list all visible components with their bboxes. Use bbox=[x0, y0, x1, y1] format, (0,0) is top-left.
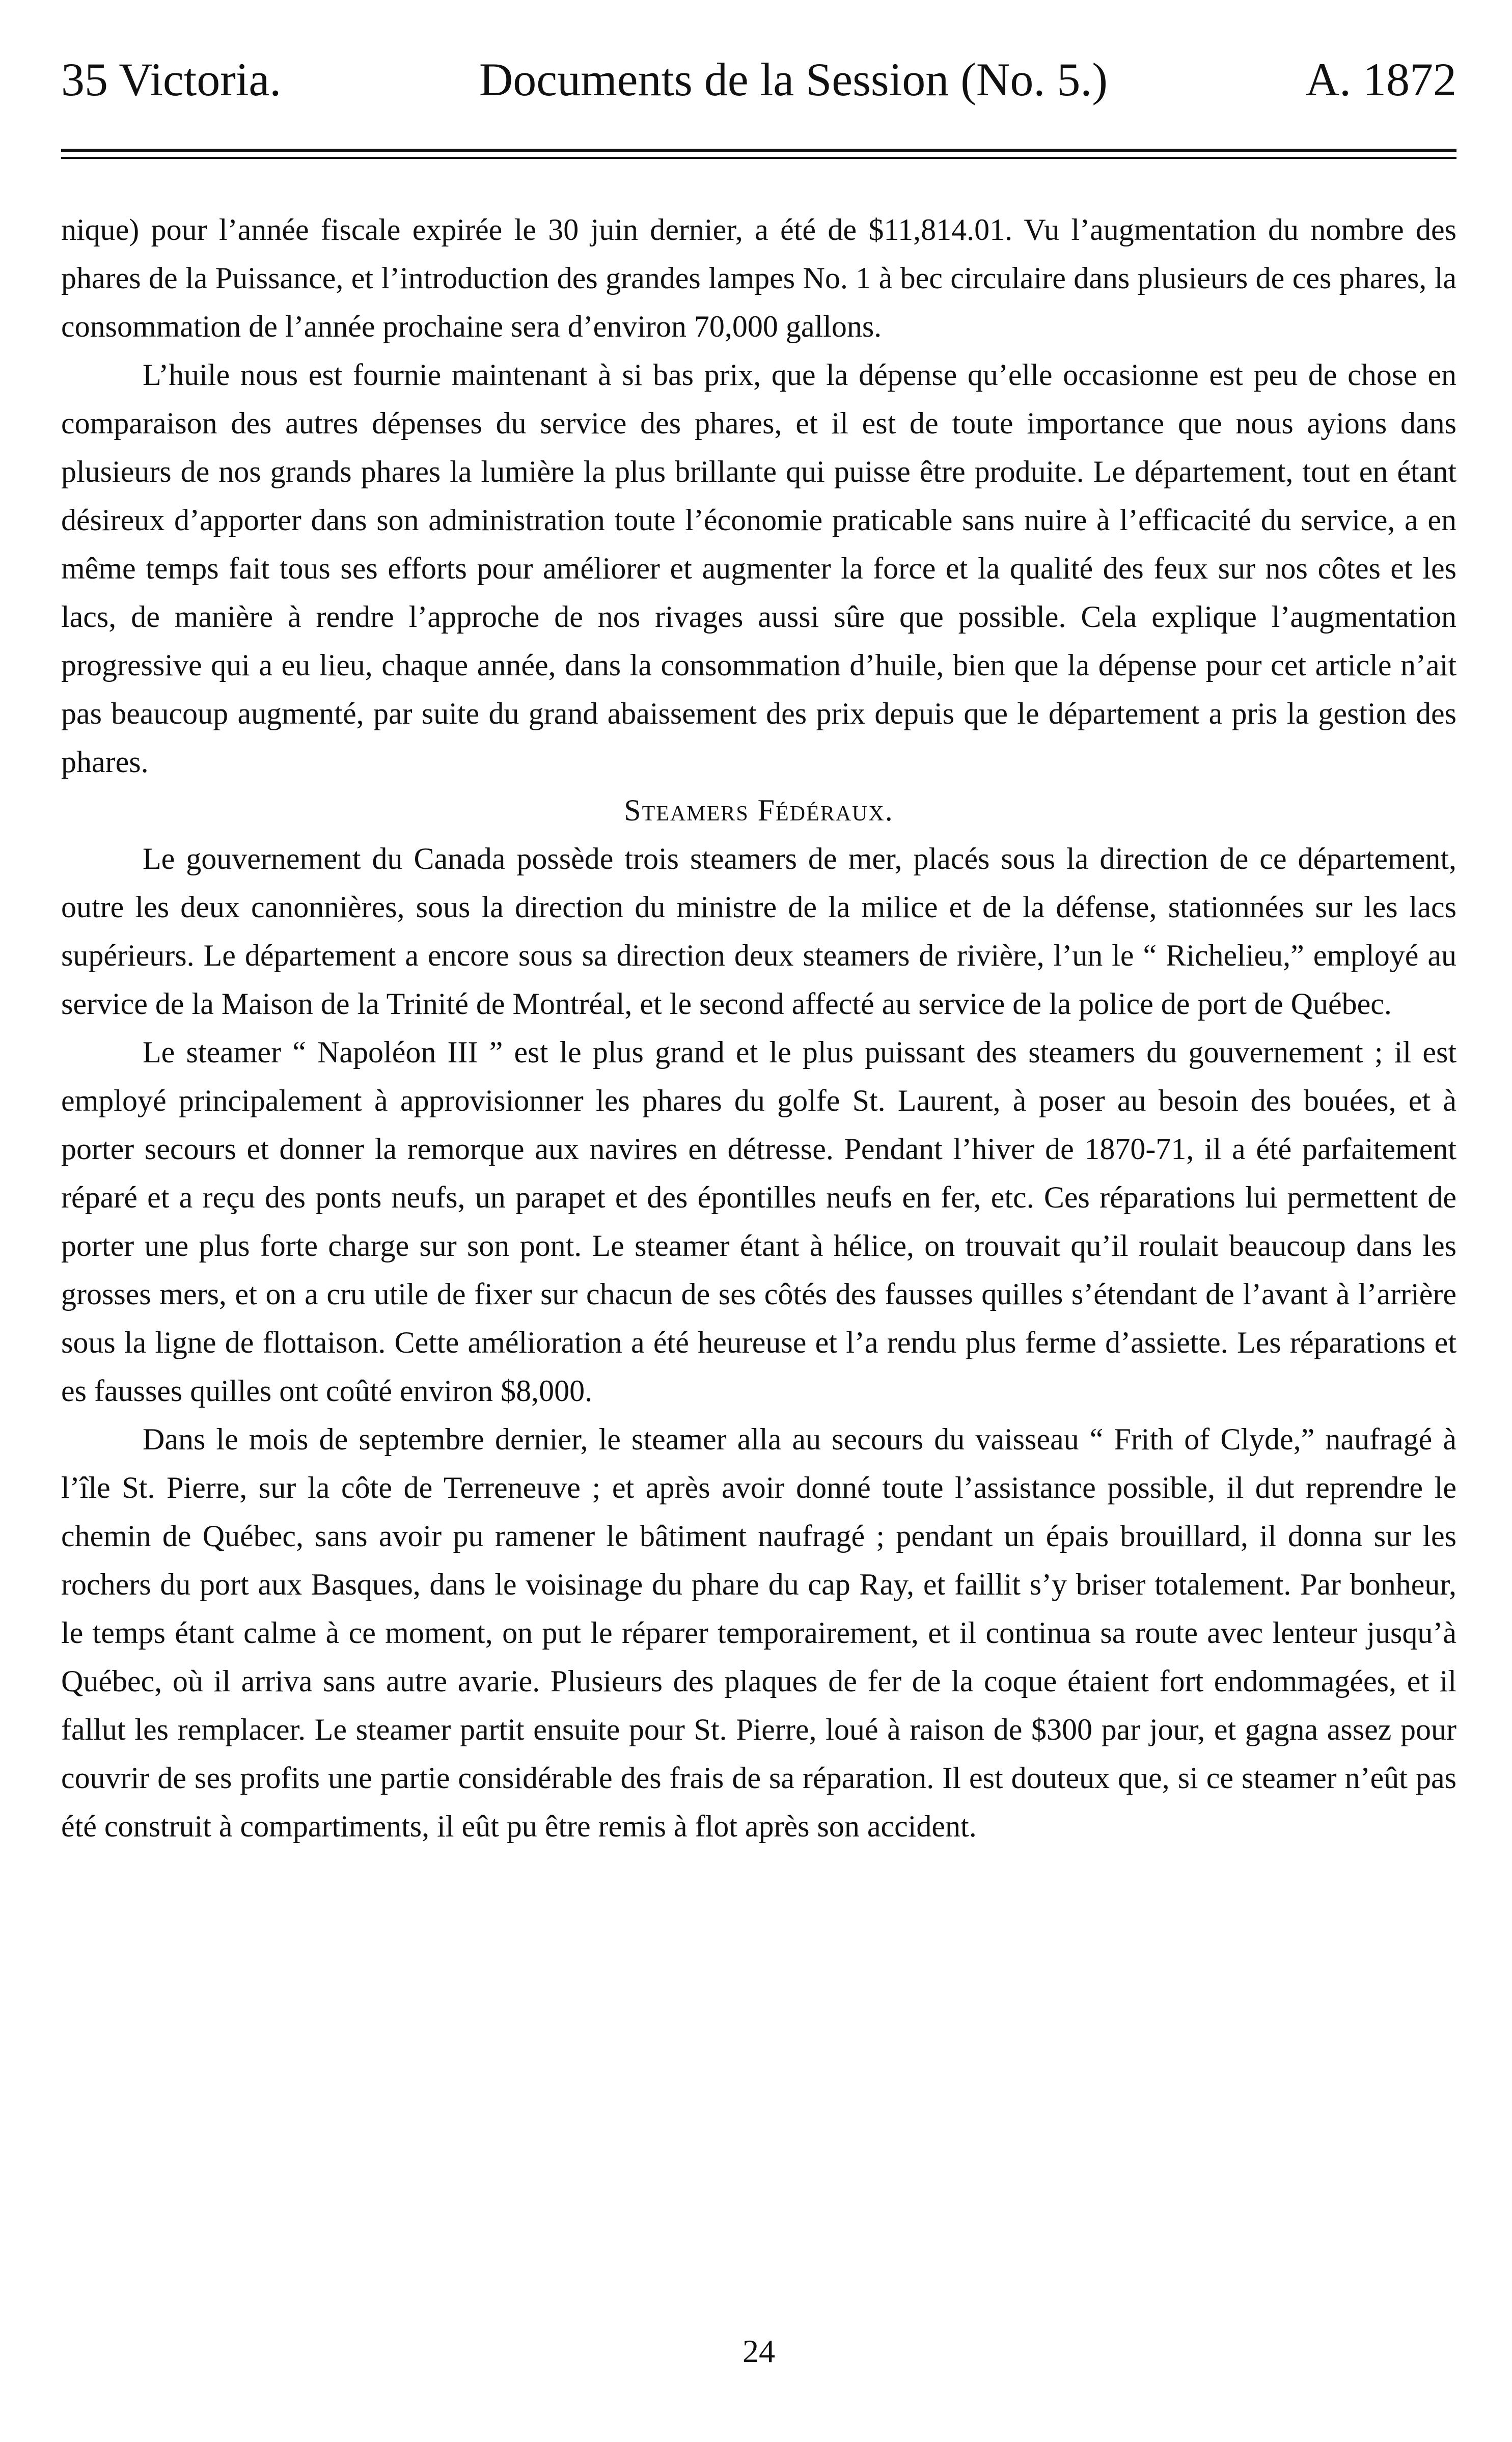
paragraph-5: Dans le mois de septembre dernier, le steamer alla au secours du vaisseau “ Frith of Clyde,” naufragé à l’île St. Pierre, sur la côte de Terreneuve ; et après avoir donné toute l’assistance possible, il dut reprendre le chemin de Québec, sans avoir pu ramener le bâtiment naufragé ; pendant un épais brouillard, il donna sur les rochers du port aux Basques, dans le voisinage du phare du cap Ray, et faillit s’y briser totalement. Par bonheur, le temps étant calme à ce moment, on put le réparer temporairement, et il continua sa route avec lenteur jusqu’à Québec, où il arriva sans autre avarie. Plusieurs des plaques de fer de la coque étaient fort endommagées, et il fallut les remplacer. Le steamer partit ensuite pour St. Pierre, loué à raison de $300 par jour, et gagna assez pour couvrir de ses profits une partie considérable des frais de sa réparation. Il est douteux que, si ce steamer n’eût pas été construit à compartiments, il eût pu être remis à flot après son accident. bbox=[61, 1422, 1456, 1843]
header-year: A. 1872 bbox=[1305, 53, 1456, 105]
body-text bbox=[61, 206, 1456, 1851]
header-title: Documents de la Session (No. 5.) bbox=[479, 53, 1108, 105]
running-header bbox=[61, 53, 1456, 112]
section-heading: Steamers Fédéraux. bbox=[624, 793, 894, 827]
paragraph-1: nique) pour l’année fiscale expirée le 30 juin dernier, a été de $11,814.01. Vu l’augmentation du nombre des phares de la Puissance, et l’introduction des grandes lampes No. 1 à bec circulaire dans plusieurs de ces phares, la consommation de l’année prochaine sera d’environ 70,000 gallons. bbox=[61, 213, 1456, 343]
header-volume: 35 Victoria. bbox=[61, 53, 282, 105]
header-rule bbox=[61, 149, 1456, 152]
paragraph-2: L’huile nous est fournie maintenant à si bas prix, que la dépense qu’elle occasionne est peu de chose en comparaison des autres dépenses du service des phares, et il est de toute importance que nous ayions dans plusieurs de nos grands phares la lumière la plus brillante qui puisse être produite. Le département, tout en étant désireux d’apporter dans son administration toute l’économie praticable sans nuire à l’efficacité du service, a en même temps fait tous ses efforts pour améliorer et augmenter la force et la qualité des feux sur nos côtes et les lacs, de manière à rendre l’approche de nos rivages aussi sûre que possible. Cela explique l’augmentation progressive qui a eu lieu, chaque année, dans la consommation d’huile, bien que la dépense pour cet article n’ait pas beaucoup augmenté, par suite du grand abaissement des prix depuis que le département a pris la gestion des phares. bbox=[61, 358, 1456, 779]
page-number: 24 bbox=[743, 2333, 775, 2369]
paragraph-4: Le steamer “ Napoléon III ” est le plus grand et le plus puissant des steamers du gouvernement ; il est employé principalement à approvisionner les phares du golfe St. Laurent, à poser au besoin des bouées, et à porter secours et donner la remorque aux navires en détresse. Pendant l’hiver de 1870-71, il a été parfaitement réparé et a reçu des ponts neufs, un parapet et des épontilles neufs en fer, etc. Ces réparations lui permettent de porter une plus forte charge sur son pont. Le steamer étant à hélice, on trouvait qu’il roulait beaucoup dans les grosses mers, et on a cru utile de fixer sur chacun de ses côtés des fausses quilles s’étendant de l’avant à l’arrière sous la ligne de flottaison. Cette amélioration a été heureuse et l’a rendu plus ferme d’assiette. Les réparations et es fausses quilles ont coûté environ $8,000. bbox=[61, 1035, 1456, 1408]
document-page bbox=[61, 53, 1456, 2399]
paragraph-3: Le gouvernement du Canada possède trois steamers de mer, placés sous la direction de ce département, outre les deux canonnières, sous la direction du ministre de la milice et de la défense, stationnées sur les lacs supérieurs. Le département a encore sous sa direction deux steamers de rivière, l’un le “ Richelieu,” employé au service de la Maison de la Trinité de Montréal, et le second affecté au service de la police de port de Québec. bbox=[61, 842, 1456, 1021]
header-rule-second bbox=[61, 157, 1456, 159]
